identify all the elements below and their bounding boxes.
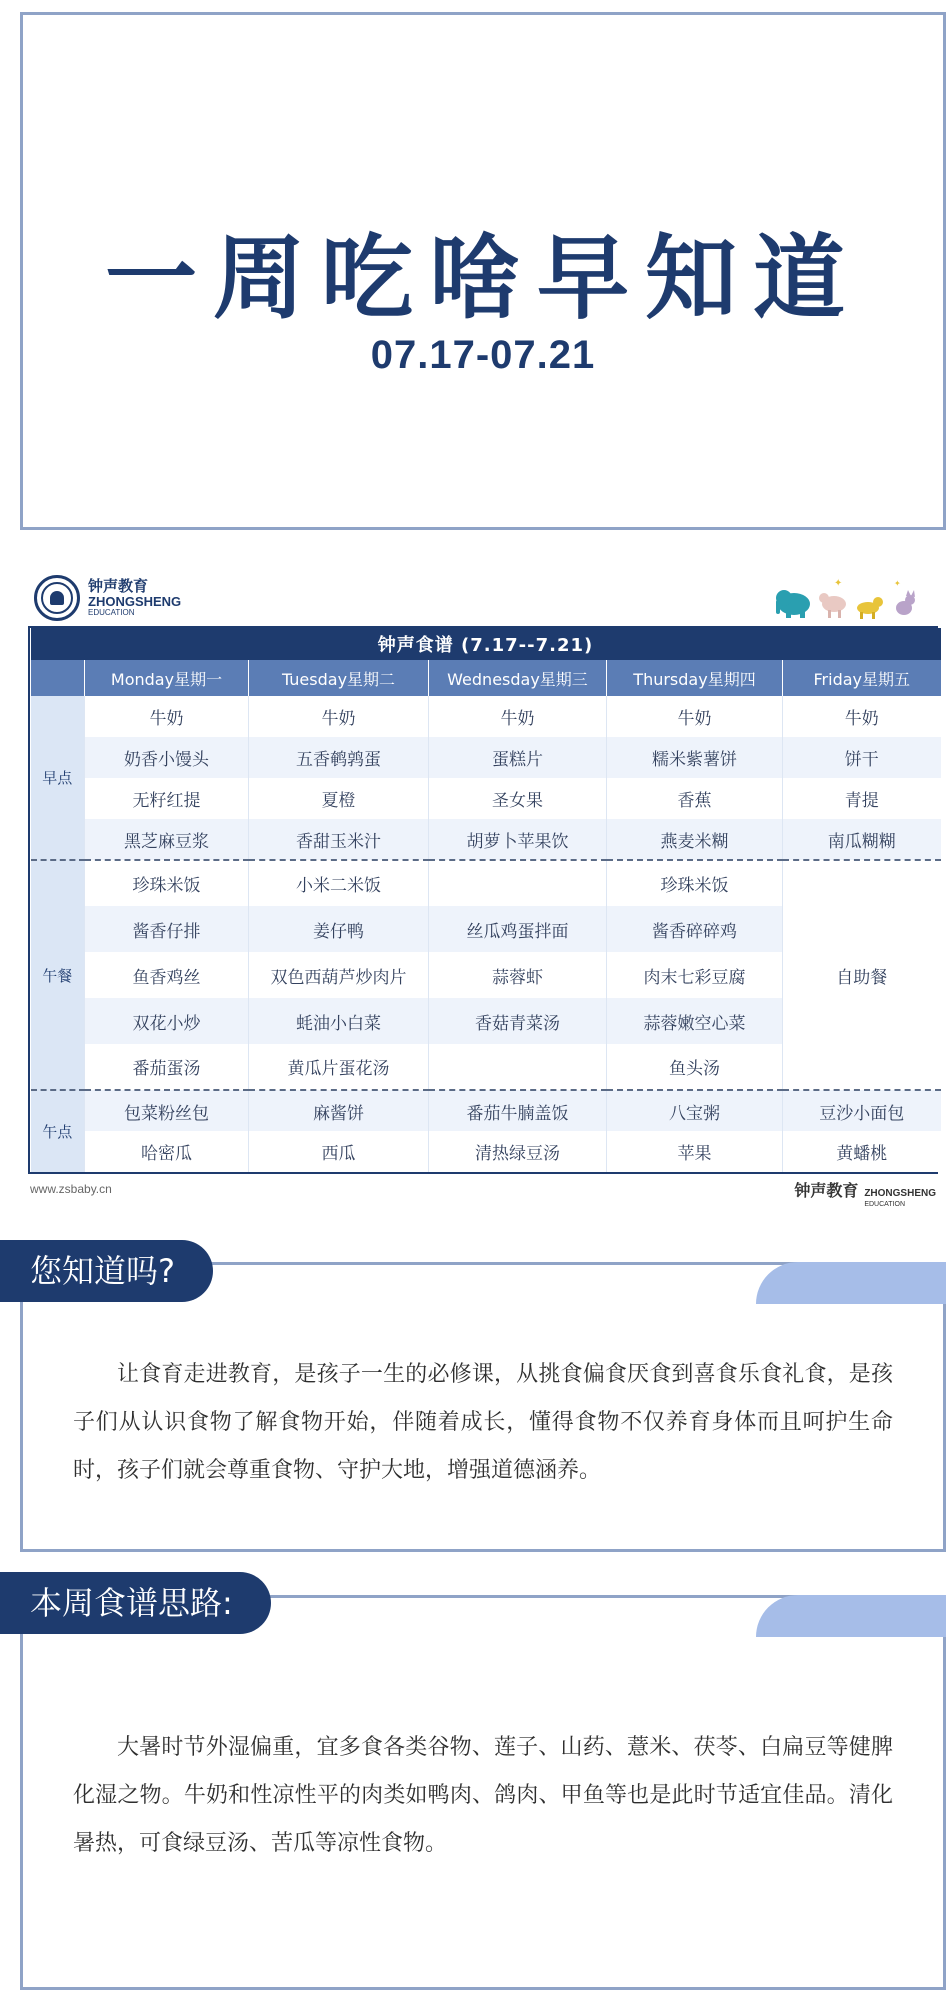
website-url: www.zsbaby.cn [30,1182,112,1196]
menu-cell: 包菜粉丝包 [85,1090,249,1131]
menu-cell: 夏橙 [249,778,429,819]
footer-brand [794,1178,936,1209]
footer-brand-cn: 钟声教育 [794,1181,859,1200]
bell-logo-icon [34,575,80,621]
menu-cell: 香菇青菜汤 [429,998,607,1044]
menu-row [31,1090,941,1131]
brand-name-sub: EDUCATION [88,608,135,617]
menu-table [28,626,938,1174]
menu-cell: 番茄蛋汤 [85,1044,249,1090]
menu-cell: 丝瓜鸡蛋拌面 [429,906,607,952]
svg-text:✦: ✦ [834,578,843,589]
menu-cell: 自助餐 [783,860,941,1090]
footer-brand-en: ZHONGSHENG EDUCATION [864,1188,936,1208]
menu-cell: 八宝粥 [607,1090,783,1131]
menu-row [31,737,941,778]
menu-cell: 姜仔鸭 [249,906,429,952]
menu-cell [429,860,607,906]
menu-cell: 圣女果 [429,778,607,819]
menu-cell: 鱼香鸡丝 [85,952,249,998]
menu-cell: 黄蟠桃 [783,1131,941,1172]
menu-cell: 香甜玉米汁 [249,819,429,860]
day-header: Monday星期一 [85,660,249,696]
brand-name-cn: 钟声教育 [88,577,149,596]
date-range: 07.17-07.21 [370,333,596,377]
menu-cell: 香蕉 [607,778,783,819]
menu-cell: 青提 [783,778,941,819]
corner-cell [31,660,85,696]
animal-illustration-icon [774,574,924,622]
menu-cell: 无籽红提 [85,778,249,819]
svg-text:✦: ✦ [894,579,901,588]
meal-category: 午餐 [31,860,85,1090]
menu-cell: 牛奶 [607,696,783,737]
menu-cell: 哈密瓜 [85,1131,249,1172]
menu-cell: 胡萝卜苹果饮 [429,819,607,860]
decorative-corner [756,1595,946,1637]
menu-cell: 蚝油小白菜 [249,998,429,1044]
menu-cell: 牛奶 [85,696,249,737]
menu-caption: 钟声食谱 (7.17--7.21) [31,628,941,660]
menu-cell: 黄瓜片蛋花汤 [249,1044,429,1090]
menu-cell: 鱼头汤 [607,1044,783,1090]
menu-cell: 蒜蓉虾 [429,952,607,998]
menu-cell: 糯米紫薯饼 [607,737,783,778]
menu-cell: 黑芝麻豆浆 [85,819,249,860]
menu-row [31,860,941,906]
brand-header [34,570,181,626]
menu-cell: 麻酱饼 [249,1090,429,1131]
day-header: Friday星期五 [783,660,941,696]
menu-cell: 五香鹌鹑蛋 [249,737,429,778]
menu-cell: 苹果 [607,1131,783,1172]
menu-row [31,819,941,860]
menu-cell: 小米二米饭 [249,860,429,906]
menu-cell: 牛奶 [249,696,429,737]
menu-cell: 酱香碎碎鸡 [607,906,783,952]
menu-ideas-tab: 本周食谱思路: [0,1572,271,1634]
day-header: Tuesday星期二 [249,660,429,696]
meal-category: 早点 [31,696,85,860]
menu-cell: 牛奶 [783,696,941,737]
day-header: Thursday星期四 [607,660,783,696]
did-you-know-tab: 您知道吗? [0,1240,213,1302]
menu-cell: 珍珠米饭 [607,860,783,906]
menu-cell: 珍珠米饭 [85,860,249,906]
menu-cell: 双花小炒 [85,998,249,1044]
menu-ideas-text: 大暑时节外湿偏重，宜多食各类谷物、莲子、山药、薏米、茯苓、白扁豆等健脾化湿之物。牛奶和性凉性平的肉类如鸭肉、鸽肉、甲鱼等也是此时节适宜佳品。清化暑热，可食绿豆汤、苦瓜等凉性食物。 [73,1735,893,1856]
menu-cell: 酱香仔排 [85,906,249,952]
menu-row [31,696,941,737]
brand-name-en: ZHONGSHENG [88,593,182,609]
menu-cell [429,1044,607,1090]
menu-cell: 双色西葫芦炒肉片 [249,952,429,998]
menu-row [31,778,941,819]
page-title: 一周吃啥早知道 [104,225,861,332]
menu-cell: 西瓜 [249,1131,429,1172]
menu-cell: 奶香小馒头 [85,737,249,778]
menu-cell: 蛋糕片 [429,737,607,778]
menu-cell: 蒜蓉嫩空心菜 [607,998,783,1044]
title-card [20,12,946,530]
menu-cell: 豆沙小面包 [783,1090,941,1131]
info-card-did-you-know [20,1262,946,1552]
menu-cell: 饼干 [783,737,941,778]
menu-cell: 南瓜糊糊 [783,819,941,860]
menu-row [31,1131,941,1172]
meal-category: 午点 [31,1090,85,1172]
did-you-know-text: 让食育走进教育，是孩子一生的必修课，从挑食偏食厌食到喜食乐食礼食，是孩子们从认识食物了解食物开始，伴随着成长，懂得食物不仅养育身体而且呵护生命时，孩子们就会尊重食物、守护大地，增强道德涵养。 [73,1362,893,1483]
decorative-corner [756,1262,946,1304]
menu-cell: 清热绿豆汤 [429,1131,607,1172]
menu-cell: 番茄牛腩盖饭 [429,1090,607,1131]
info-card-menu-ideas [20,1595,946,1990]
menu-cell: 燕麦米糊 [607,819,783,860]
menu-cell: 牛奶 [429,696,607,737]
menu-cell: 肉末七彩豆腐 [607,952,783,998]
menu-image [20,560,946,1220]
day-header: Wednesday星期三 [429,660,607,696]
